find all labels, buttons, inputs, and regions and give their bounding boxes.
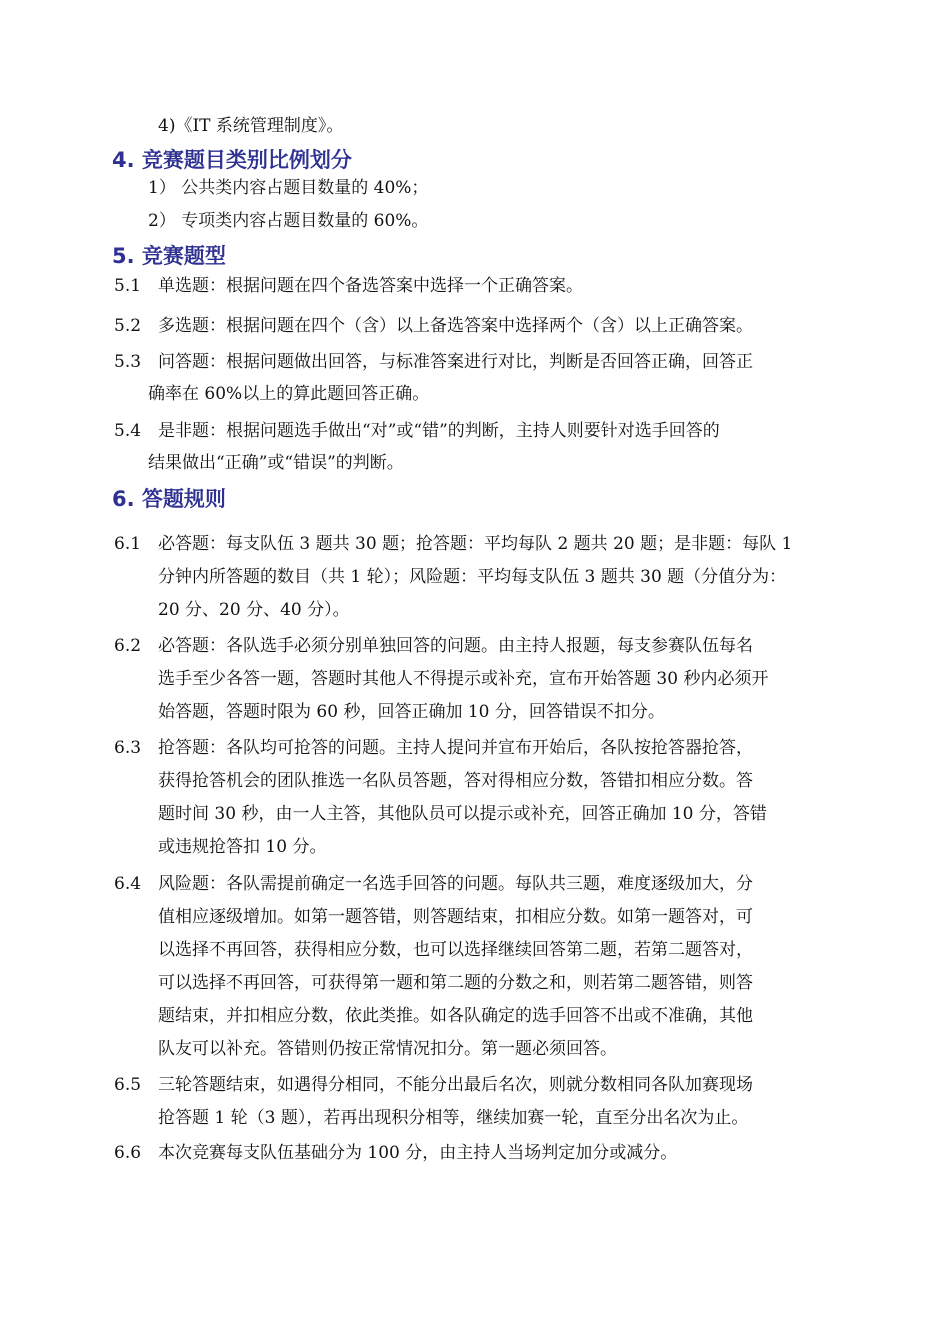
item-text-line: 确率在 60%以上的算此题回答正确。 — [148, 384, 430, 404]
item-text-line: 题结束，并扣相应分数，依此类推。如各队确定的选手回答不出或不准确，其他 — [158, 1006, 753, 1026]
item-number: 5.2 — [114, 316, 142, 336]
item-text-line: 分钟内所答题的数目（共 1 轮）；风险题：平均每支队伍 3 题共 30 题（分值分为： — [158, 567, 787, 587]
item-text-line: 选手至少各答一题，答题时其他人不得提示或补充，宣布开始答题 30 秒内必须开 — [158, 669, 769, 689]
item-text-line: 始答题，答题时限为 60 秒，回答正确加 10 分，回答错误不扣分。 — [158, 702, 665, 722]
ratio-item-special: 2） 专项类内容占题目数量的 60%。 — [148, 211, 429, 231]
list-item-it-system-policy: 4)《IT 系统管理制度》。 — [158, 116, 344, 136]
item-text-line: 以选择不再回答，获得相应分数，也可以选择继续回答第二题，若第二题答对， — [158, 940, 753, 960]
item-text-line: 或违规抢答扣 10 分。 — [158, 837, 327, 857]
item-text-line: 必答题：每支队伍 3 题共 30 题；抢答题：平均每队 2 题共 20 题；是非题：每队 1 — [158, 534, 793, 554]
heading-question-types: 5. 竞赛题型 — [112, 244, 226, 268]
item-number: 6.5 — [114, 1075, 142, 1095]
item-text-line: 本次竞赛每支队伍基础分为 100 分，由主持人当场判定加分或减分。 — [158, 1143, 678, 1163]
item-text-line: 抢答题 1 轮（3 题），若再出现积分相等，继续加赛一轮，直至分出名次为止。 — [158, 1108, 749, 1128]
item-number: 6.1 — [114, 534, 142, 554]
item-text-line: 单选题：根据问题在四个备选答案中选择一个正确答案。 — [158, 276, 583, 296]
item-text-line: 风险题：各队需提前确定一名选手回答的问题。每队共三题，难度逐级加大，分 — [158, 874, 753, 894]
item-text-line: 题时间 30 秒，由一人主答，其他队员可以提示或补充，回答正确加 10 分，答错 — [158, 804, 767, 824]
item-text-line: 是非题：根据问题选手做出“对”或“错”的判断，主持人则要针对选手回答的 — [158, 421, 720, 441]
item-text-line: 结果做出“正确”或“错误”的判断。 — [148, 453, 404, 473]
item-number: 6.3 — [114, 738, 142, 758]
item-text-line: 值相应逐级增加。如第一题答错，则答题结束，扣相应分数。如第一题答对，可 — [158, 907, 753, 927]
item-text-line: 三轮答题结束，如遇得分相同，不能分出最后名次，则就分数相同各队加赛现场 — [158, 1075, 753, 1095]
item-number: 6.6 — [114, 1143, 142, 1163]
item-text-line: 多选题：根据问题在四个（含）以上备选答案中选择两个（含）以上正确答案。 — [158, 316, 753, 336]
heading-answering-rules: 6. 答题规则 — [112, 487, 226, 511]
item-number: 5.4 — [114, 421, 142, 441]
item-text-line: 可以选择不再回答，可获得第一题和第二题的分数之和，则若第二题答错，则答 — [158, 973, 753, 993]
ratio-item-public: 1） 公共类内容占题目数量的 40%； — [148, 178, 429, 198]
item-text-line: 队友可以补充。答错则仍按正常情况扣分。第一题必须回答。 — [158, 1039, 617, 1059]
item-text-line: 抢答题：各队均可抢答的问题。主持人提问并宣布开始后，各队按抢答器抢答， — [158, 738, 753, 758]
heading-question-category-ratio: 4. 竞赛题目类别比例划分 — [112, 148, 352, 172]
item-number: 6.4 — [114, 874, 142, 894]
item-number: 6.2 — [114, 636, 142, 656]
item-text-line: 问答题：根据问题做出回答，与标准答案进行对比，判断是否回答正确，回答正 — [158, 352, 753, 372]
item-number: 5.3 — [114, 352, 142, 372]
item-text-line: 获得抢答机会的团队推选一名队员答题，答对得相应分数，答错扣相应分数。答 — [158, 771, 753, 791]
item-number: 5.1 — [114, 276, 142, 296]
item-text-line: 20 分、20 分、40 分）。 — [158, 600, 350, 620]
item-text-line: 必答题：各队选手必须分别单独回答的问题。由主持人报题，每支参赛队伍每名 — [158, 636, 753, 656]
